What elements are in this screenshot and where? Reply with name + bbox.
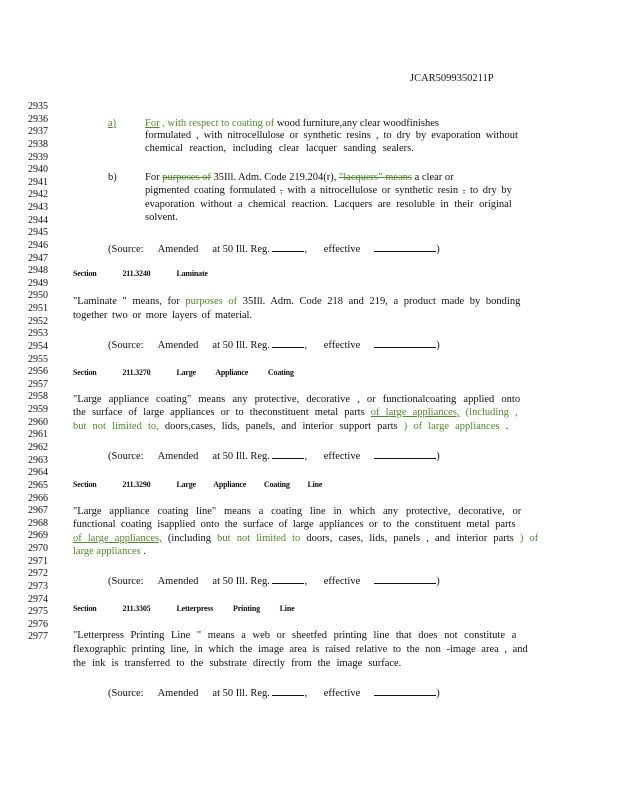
source-close: ) (436, 244, 440, 255)
source-note-4: (Source: Amended at 50 Ill. Reg. , effective ) (108, 576, 440, 587)
large-line-line-4 (73, 546, 146, 558)
item-b-for: For (145, 172, 160, 183)
source-close: ) (436, 576, 440, 587)
laminate-l1-a: "Laminate " means, for (73, 296, 180, 307)
effective-blank (374, 338, 436, 348)
item-a-rest: wood furniture,any clear woodfinishes (276, 118, 439, 129)
item-b-l2-struck-2: , (462, 185, 466, 196)
line-number: 2970 (28, 543, 48, 555)
line-number: 2957 (28, 378, 48, 390)
line-number: 2964 (28, 467, 48, 479)
item-a-line-2: formulated , with nitrocellulose or synthetic resins , to dry by evaporation without (145, 130, 518, 141)
line-number: 2948 (28, 265, 48, 277)
item-b-struck-purposes: purposes of (162, 172, 211, 183)
item-a-with-respect: with respect (167, 118, 219, 129)
line-number: 2937 (28, 126, 48, 138)
effective-blank (374, 574, 436, 584)
source-effective: effective (323, 244, 361, 255)
source-amended: Amended (157, 688, 199, 699)
line-number: 2950 (28, 290, 48, 302)
line-number: 2938 (28, 138, 48, 150)
section-title: Large Appliance Coating (176, 368, 294, 377)
source-prefix: (Source: (108, 688, 144, 699)
line-number: 2961 (28, 429, 48, 441)
item-b-line-3: evaporation without a chemical reaction. Lacquers are resoluble in their original (145, 199, 512, 210)
item-a-line-1 (145, 118, 439, 130)
large-coating-line-2 (73, 407, 518, 419)
line-number: 2941 (28, 176, 48, 188)
line-number: 2954 (28, 340, 48, 352)
section-word: Section (73, 604, 97, 613)
large-line-l3-green: of large appliances, (73, 533, 162, 544)
source-effective: effective (323, 688, 361, 699)
item-a-for: For (145, 118, 160, 129)
section-heading-laminate (73, 268, 208, 280)
item-a-label (108, 118, 116, 130)
reg-blank (272, 338, 304, 348)
source-reg: at 50 Ill. Reg. (212, 340, 270, 351)
line-number: 2969 (28, 530, 48, 542)
large-coating-l3-a: doors,cases, lids, panels, and interior support parts (164, 421, 398, 432)
reg-blank (272, 449, 304, 459)
line-number: 2945 (28, 227, 48, 239)
line-number: 2977 (28, 631, 48, 643)
line-number: 2976 (28, 618, 48, 630)
effective-blank (374, 686, 436, 696)
large-line-l4-end: . (143, 546, 146, 557)
effective-blank (374, 449, 436, 459)
line-number: 2956 (28, 366, 48, 378)
item-a-to-coating: to coating (221, 118, 263, 129)
line-number: 2973 (28, 580, 48, 592)
large-line-l3-green-2: but not limited to (217, 533, 301, 544)
large-line-line-3 (73, 533, 538, 545)
source-close: ) (436, 451, 440, 462)
source-amended: Amended (157, 576, 199, 587)
source-amended: Amended (157, 244, 199, 255)
large-line-l3-a: (including (167, 533, 212, 544)
item-b-line-2 (145, 185, 512, 197)
line-number: 2974 (28, 593, 48, 605)
line-number: 2959 (28, 404, 48, 416)
large-line-l3-green-3: ) of (519, 533, 539, 544)
large-line-line-1: "Large appliance coating line" means a coating line in which any protective, decorative, or (73, 506, 522, 517)
item-b-line-1 (145, 172, 454, 184)
section-word: Section (73, 269, 97, 278)
item-b-l2-struck: , (280, 185, 283, 196)
source-prefix: (Source: (108, 244, 144, 255)
line-number: 2936 (28, 113, 48, 125)
section-heading-large-appliance-coating (73, 367, 294, 379)
document-code: JCAR5099350211P (410, 73, 494, 84)
reg-blank (272, 574, 304, 584)
section-number: 211.3270 (122, 368, 151, 377)
item-b-citation: 35Ill. Adm. Code 219.204(r), (213, 172, 337, 183)
section-word: Section (73, 480, 97, 489)
source-reg: at 50 Ill. Reg. (212, 688, 270, 699)
line-number: 2940 (28, 164, 48, 176)
item-b-l2-a: pigmented coating formulated (145, 185, 276, 196)
line-number: 2943 (28, 202, 48, 214)
laminate-l1-green: purposes of (185, 296, 238, 307)
source-prefix: (Source: (108, 451, 144, 462)
item-b-l2-b: with a nitrocellulose or synthetic resin (287, 185, 459, 196)
source-prefix: (Source: (108, 340, 144, 351)
line-number: 2949 (28, 277, 48, 289)
laminate-l1-b: 35Ill. Adm. Code 218 and 219, a product made by bonding (242, 296, 521, 307)
item-b-l2-c: to dry by (469, 185, 512, 196)
source-reg: at 50 Ill. Reg. (212, 451, 270, 462)
section-title: Large Appliance Coating Line (176, 480, 323, 489)
large-coating-l3-end: . (505, 421, 509, 432)
source-note-5: (Source: Amended at 50 Ill. Reg. , effective ) (108, 688, 440, 699)
large-coating-l3-green: but not limited to, (73, 421, 159, 432)
large-coating-l2-a: the surface of large appliances or to theconstituent metal parts (73, 407, 365, 418)
letterpress-line-2: flexographic printing line, in which the image area is raised relative to the non -image area , and (73, 644, 528, 655)
section-heading-large-appliance-coating-line (73, 479, 322, 491)
source-close: ) (436, 688, 440, 699)
source-effective: effective (323, 576, 361, 587)
item-a-of: of (265, 118, 275, 129)
item-b-line1-end: a clear or (414, 172, 454, 183)
section-title: Letterpress Printing Line (176, 604, 295, 613)
source-reg: at 50 Ill. Reg. (212, 576, 270, 587)
line-number: 2952 (28, 315, 48, 327)
line-number: 2960 (28, 416, 48, 428)
source-close: ) (436, 340, 440, 351)
line-number: 2951 (28, 303, 48, 315)
line-number: 2965 (28, 479, 48, 491)
reg-blank (272, 242, 304, 252)
section-heading-letterpress (73, 603, 294, 615)
large-line-l4-green: large appliances (73, 546, 141, 557)
source-reg: at 50 Ill. Reg. (212, 244, 270, 255)
line-number: 2962 (28, 442, 48, 453)
item-b-label: b) (108, 172, 117, 183)
large-coating-l3-green-2: ) of large appliances (403, 421, 500, 432)
item-b-line-4: solvent. (145, 212, 178, 223)
source-prefix: (Source: (108, 576, 144, 587)
source-note-3: (Source: Amended at 50 Ill. Reg. , effective ) (108, 451, 440, 462)
effective-blank (374, 242, 436, 252)
line-number: 2942 (28, 189, 48, 201)
letterpress-line-1: "Letterpress Printing Line " means a web or sheetfed printing line that does not constitute a (73, 630, 517, 641)
item-a-line-3: chemical reaction, including clear lacquer sanding sealers. (145, 143, 414, 154)
line-number: 2975 (28, 606, 48, 618)
line-number: 2968 (28, 517, 48, 529)
line-number: 2958 (28, 391, 48, 403)
source-effective: effective (323, 451, 361, 462)
item-a-comma: , (162, 118, 165, 129)
letterpress-line-3: the ink is transferred to the substrate directly from the image surface. (73, 658, 402, 669)
large-line-l3-b: doors, cases, lids, panels , and interior parts (306, 533, 514, 544)
line-number: 2953 (28, 328, 48, 340)
laminate-line-1 (73, 296, 520, 308)
section-number: 211.3290 (122, 480, 151, 489)
line-number: 2944 (28, 214, 48, 226)
laminate-line-2: together two or more layers of material. (73, 310, 253, 321)
large-coating-l2-green-2: (including , (465, 407, 518, 418)
line-number: 2971 (28, 555, 48, 567)
section-title: Laminate (176, 269, 208, 278)
line-number: 2967 (28, 505, 48, 517)
source-note-2: (Source: Amended at 50 Ill. Reg. , effective ) (108, 340, 440, 351)
reg-blank (272, 686, 304, 696)
line-number: 2939 (28, 151, 48, 163)
line-number: 2955 (28, 353, 48, 365)
line-number: 2947 (28, 252, 48, 264)
source-note-1: (Source: Amended at 50 Ill. Reg. , effective ) (108, 244, 440, 255)
large-coating-line-3 (73, 421, 508, 433)
large-line-line-2: functional coating isapplied onto the surface of large appliances or to the constituent metal parts (73, 519, 516, 530)
item-b-struck-lacquers: "lacquers" means (338, 172, 412, 183)
section-number: 211.3305 (122, 604, 151, 613)
section-word: Section (73, 368, 97, 377)
source-amended: Amended (157, 451, 199, 462)
large-coating-l2-green: of large appliances, (370, 407, 460, 418)
line-number: 2963 (28, 454, 48, 466)
line-number: 2946 (28, 239, 48, 251)
line-number: 2966 (28, 492, 48, 504)
line-number: 2972 (28, 568, 48, 580)
large-coating-line-1: "Large appliance coating" means any protective, decorative , or functionalcoating applied onto (73, 394, 521, 405)
source-amended: Amended (157, 340, 199, 351)
source-effective: effective (323, 340, 361, 351)
item-a-marker: a) (108, 118, 117, 129)
line-number: 2935 (28, 101, 48, 112)
section-number: 211.3240 (122, 269, 151, 278)
